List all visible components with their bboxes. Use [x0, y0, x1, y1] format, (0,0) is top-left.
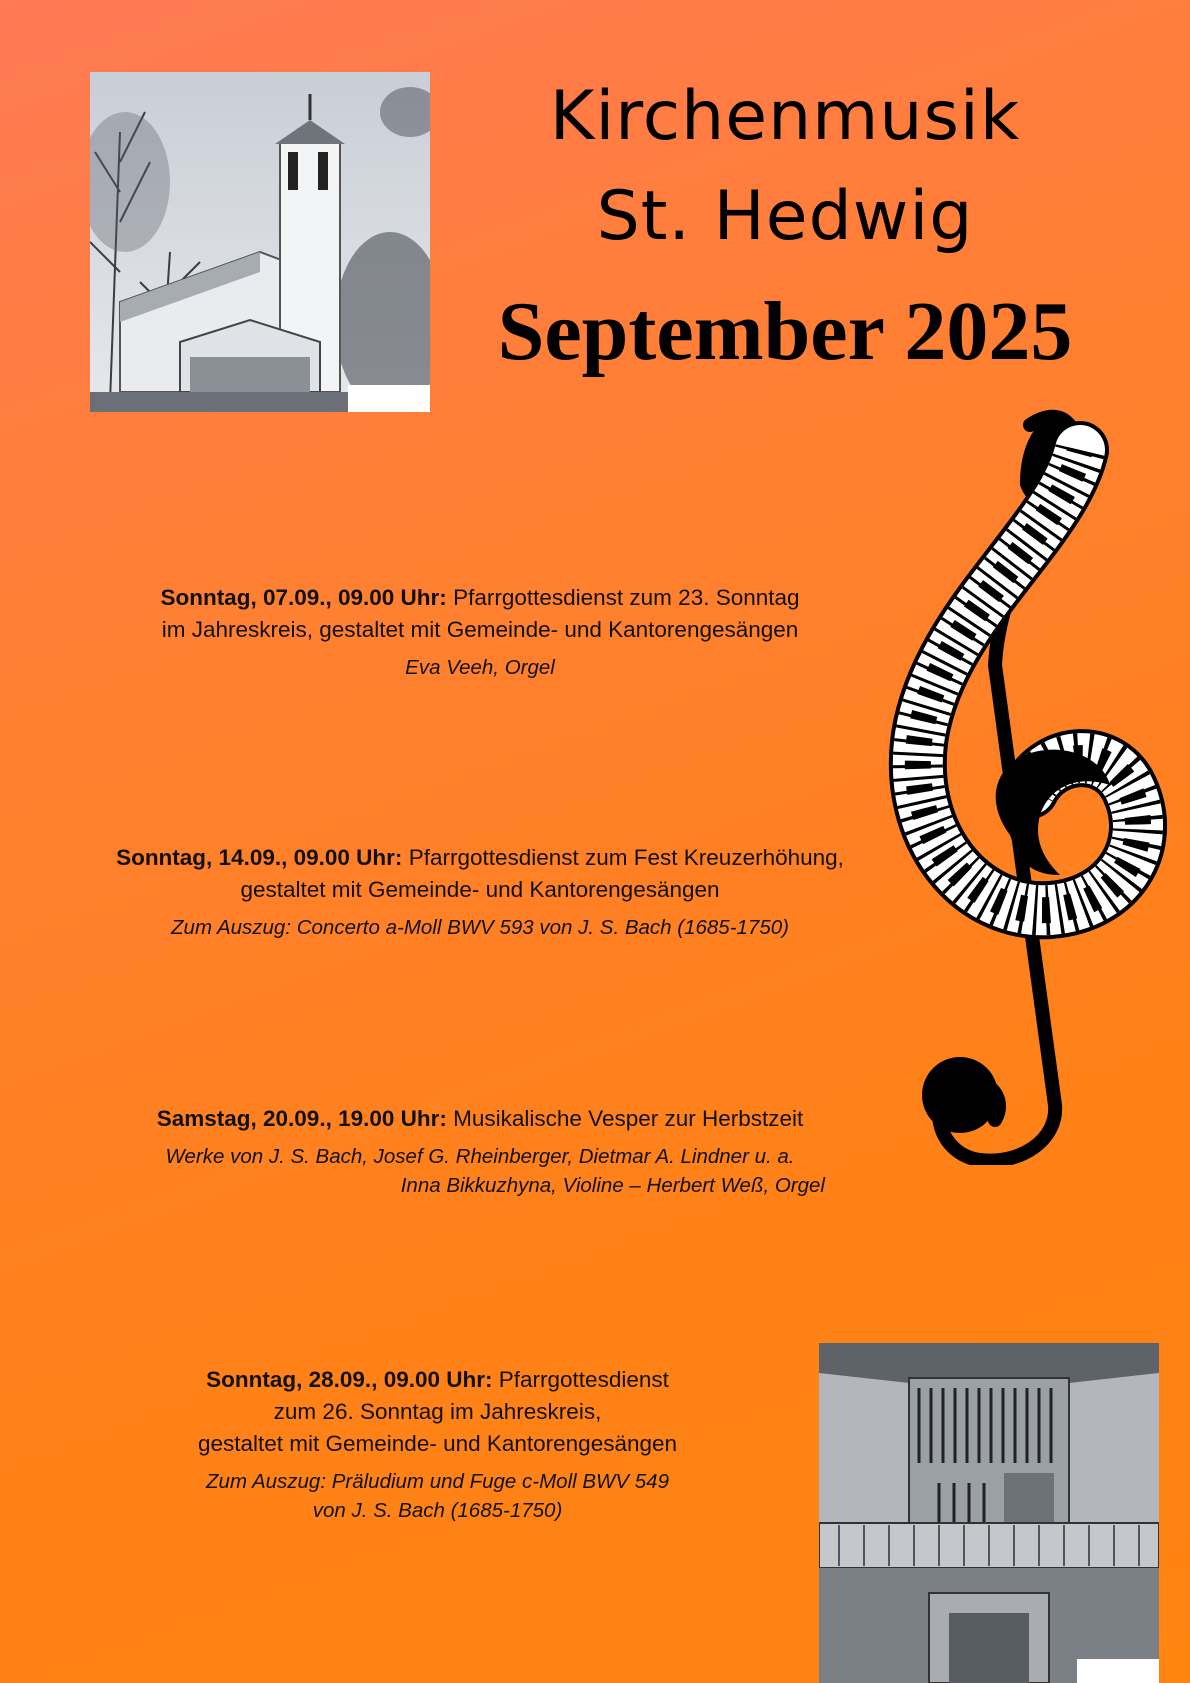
title-month: September 2025: [497, 285, 1073, 378]
event-1-note: Eva Veeh, Orgel: [405, 656, 555, 679]
event-3-desc: Musikalische Vesper zur Herbstzeit: [453, 1106, 804, 1131]
treble-clef-piano-keys-icon: [880, 405, 1170, 1165]
event-4-desc-2: zum 26. Sonntag im Jahreskreis,: [273, 1399, 602, 1424]
event-2-desc-2: gestaltet mit Gemeinde- und Kantorengesängen: [240, 877, 720, 902]
event-1: [90, 582, 870, 682]
event-3: [90, 1103, 870, 1200]
event-4-desc-3: gestaltet mit Gemeinde- und Kantorengesängen: [197, 1431, 678, 1456]
event-1-desc-2: im Jahreskreis, gestaltet mit Gemeinde- und Kantorengesängen: [161, 617, 799, 642]
title-st-hedwig: St. Hedwig: [596, 177, 974, 256]
event-4-date: Sonntag, 28.09., 09.00 Uhr:: [206, 1367, 493, 1392]
title-kirchenmusik: Kirchenmusik: [549, 77, 1021, 156]
event-2-desc: Pfarrgottesdienst zum Fest Kreuzerhöhung,: [408, 845, 844, 870]
church-photo: [90, 72, 430, 412]
event-1-date: Sonntag, 07.09., 09.00 Uhr:: [160, 585, 447, 610]
event-2: [60, 842, 900, 942]
event-2-date: Sonntag, 14.09., 09.00 Uhr:: [116, 845, 403, 870]
event-4-desc: Pfarrgottesdienst: [498, 1367, 669, 1392]
event-3-performers: Inna Bikkuzhyna, Violine – Herbert Weß, Orgel: [400, 1174, 825, 1197]
event-4: [130, 1364, 745, 1525]
event-2-note: Zum Auszug: Concerto a-Moll BWV 593 von J. S. Bach (1685-1750): [171, 916, 789, 939]
event-4-note: Zum Auszug: Präludium und Fuge c-Moll BWV 549: [206, 1470, 669, 1493]
event-1-desc: Pfarrgottesdienst zum 23. Sonntag: [453, 585, 800, 610]
event-3-date: Samstag, 20.09., 19.00 Uhr:: [156, 1106, 447, 1131]
event-3-note: Werke von J. S. Bach, Josef G. Rheinberger, Dietmar A. Lindner u. a.: [165, 1145, 795, 1168]
organ-photo: [819, 1343, 1159, 1683]
event-4-note-2: von J. S. Bach (1685-1750): [312, 1499, 563, 1522]
